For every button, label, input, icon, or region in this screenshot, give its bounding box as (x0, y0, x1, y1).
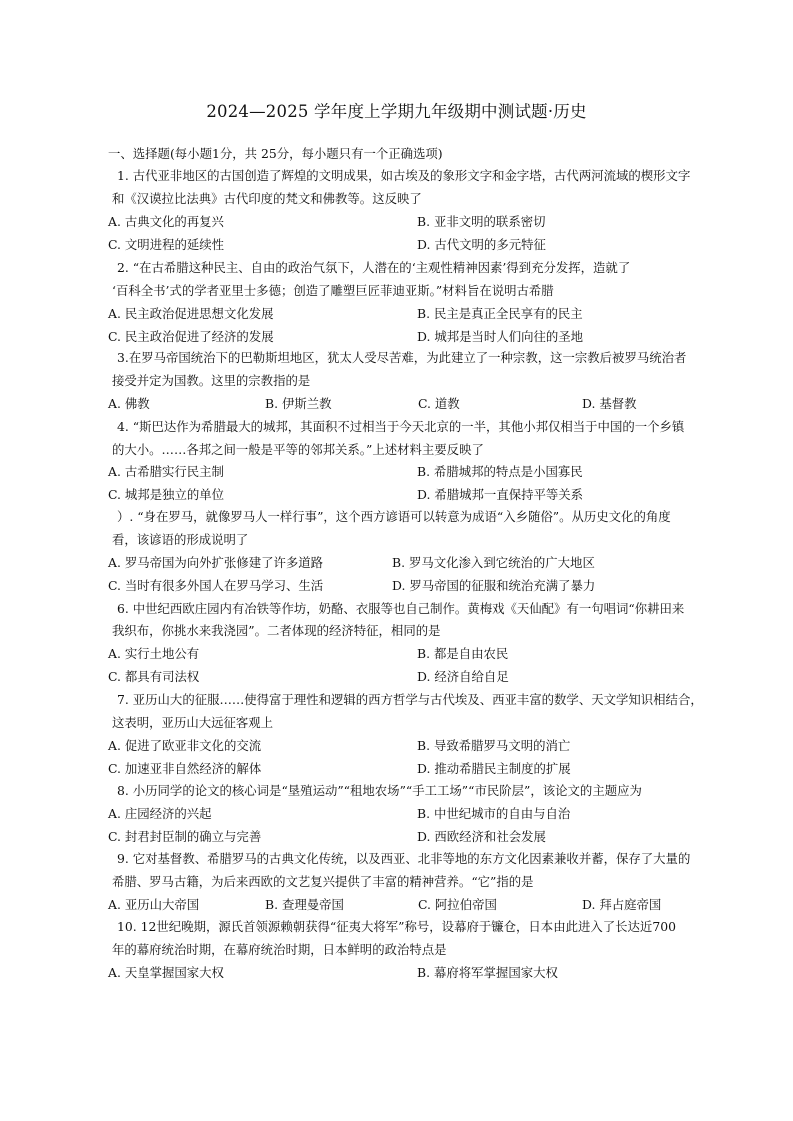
question-2-option: B. 民主是真正全民享有的民主 (417, 306, 583, 321)
question-7-option: C. 加速亚非自然经济的解体 (108, 761, 262, 776)
question-1-option: B. 亚非文明的联系密切 (417, 214, 546, 229)
question-5-option: B. 罗马文化渗入到它统治的广大地区 (392, 555, 595, 570)
question-4-option: C. 城邦是独立的单位 (108, 487, 225, 502)
question-7-option: D. 推动希腊民主制度的扩展 (417, 761, 571, 776)
section-heading: 一、选择题(每小题1分，共 25分，每小题只有一个正确选项) (108, 146, 443, 161)
question-2-option: C. 民主政治促进了经济的发展 (108, 329, 274, 344)
question-3-option: C. 道教 (418, 396, 460, 411)
question-8-stem: 8. 小历同学的论文的核心词是“垦殖运动”“租地农场”“手工工场”“市民阶层”，该论文的主题应为 (117, 783, 642, 798)
question-1-option: C. 文明进程的延续性 (108, 237, 225, 252)
question-9-option: C. 阿拉伯帝国 (418, 897, 497, 912)
question-7-option: B. 导致希腊罗马文明的消亡 (417, 738, 571, 753)
question-2-option: D. 城邦是当时人们向往的圣地 (417, 329, 584, 344)
question-1-stem: 1. 古代亚非地区的古国创造了辉煌的文明成果，如古埃及的象形文字和金字塔，古代两河流域的楔形文字 (117, 168, 691, 183)
question-1-option: A. 古典文化的再复兴 (108, 214, 224, 229)
question-1-stem: 和《汉谟拉比法典》古代印度的梵文和佛教等。这反映了 (112, 191, 422, 206)
question-6-stem: 我织布，你挑水来我浇园”。二者体现的经济特征，相同的是 (112, 623, 441, 638)
question-8-option: D. 西欧经济和社会发展 (417, 829, 546, 844)
question-3-stem: 3.在罗马帝国统治下的巴勒斯坦地区，犹太人受尽苦难，为此建立了一种宗教，这一宗教后被罗马统治者 (117, 350, 687, 365)
question-5-stem: 看，该谚语的形成说明了 (112, 532, 249, 547)
question-6-stem: 6. 中世纪西欧庄园内有冶铁等作坊，奶酪、衣服等也自己制作。黄梅戏《天仙配》有一句唱词“你耕田来 (117, 601, 685, 616)
question-10-option: B. 幕府将军掌握国家大权 (417, 965, 558, 980)
question-6-option: A. 实行土地公有 (108, 646, 200, 661)
question-8-option: C. 封君封臣制的确立与完善 (108, 829, 262, 844)
question-3-stem: 接受并定为国教。这里的宗教指的是 (112, 373, 311, 388)
question-4-option: D. 希腊城邦一直保持平等关系 (417, 487, 584, 502)
question-3-option: A. 佛教 (108, 396, 150, 411)
question-6-option: D. 经济自给自足 (417, 669, 509, 684)
question-2-stem: 2. “在古希腊这种民主、自由的政治气氛下，人潜在的‘主观性精神因素’得到充分发挥，造就了 (117, 260, 631, 275)
question-9-stem: 希腊、罗马古籍，为后来西欧的文艺复兴提供了丰富的精神营养。“它”指的是 (112, 874, 534, 889)
question-9-option: A. 亚历山大帝国 (108, 897, 200, 912)
question-6-option: C. 都具有司法权 (108, 669, 200, 684)
question-10-stem: 10. 12世纪晚期，源氏首领源赖朝获得“征夷大将军”称号，设幕府于镰仓，日本由此进入了长达近700 (117, 919, 676, 934)
question-4-stem: 的大小。……各邦之间一般是平等的邻邦关系。”上述材料主要反映了 (112, 442, 484, 457)
question-4-option: B. 希腊城邦的特点是小国寡民 (417, 464, 583, 479)
question-9-option: B. 查理曼帝国 (265, 897, 344, 912)
question-2-option: A. 民主政治促进思想文化发展 (108, 306, 274, 321)
question-4-option: A. 古希腊实行民主制 (108, 464, 224, 479)
question-3-option: D. 基督教 (582, 396, 637, 411)
question-7-option: A. 促进了欧亚非文化的交流 (108, 738, 262, 753)
question-5-option: A. 罗马帝国为向外扩张修建了许多道路 (108, 555, 324, 570)
question-10-stem: 年的幕府统治时期，在幕府统治时期，日本鲜明的政治特点是 (112, 942, 447, 957)
question-6-option: B. 都是自由农民 (417, 646, 509, 661)
question-1-option: D. 古代文明的多元特征 (417, 237, 546, 252)
question-5-stem: ）. “身在罗马，就像罗马人一样行事”，这个西方谚语可以转意为成语“入乡随俗”。从历史文化的角度 (117, 509, 671, 524)
question-5-option: C. 当时有很多外国人在罗马学习、生活 (108, 578, 324, 593)
question-7-stem: 7. 亚历山大的征服……使得富于理性和逻辑的西方哲学与古代埃及、西亚丰富的数学、天文学知识相结合， (117, 692, 703, 707)
question-8-option: B. 中世纪城市的自由与自治 (417, 806, 571, 821)
question-2-stem: ‘百科全书’式的学者亚里士多德；创造了雕塑巨匠菲迪亚斯。”材料旨在说明古希腊 (112, 283, 554, 298)
question-10-option: A. 天皇掌握国家大权 (108, 965, 224, 980)
question-5-option: D. 罗马帝国的征服和统治充满了暴力 (392, 578, 596, 593)
question-7-stem: 这表明，亚历山大远征客观上 (112, 715, 274, 730)
question-4-stem: 4. “斯巴达作为希腊最大的城邦，其面积不过相当于今天北京的一半，其他小邦仅相当于中国的一个乡镇 (117, 419, 685, 434)
question-8-option: A. 庄园经济的兴起 (108, 806, 212, 821)
question-9-option: D. 拜占庭帝国 (582, 897, 662, 912)
question-3-option: B. 伊斯兰教 (265, 396, 332, 411)
exam-title: 2024—2025 学年度上学期九年级期中测试题·历史 (206, 102, 587, 121)
question-9-stem: 9. 它对基督教、希腊罗马的古典文化传统，以及西亚、北非等地的东方文化因素兼收并蓄，保存了大量的 (117, 851, 691, 866)
